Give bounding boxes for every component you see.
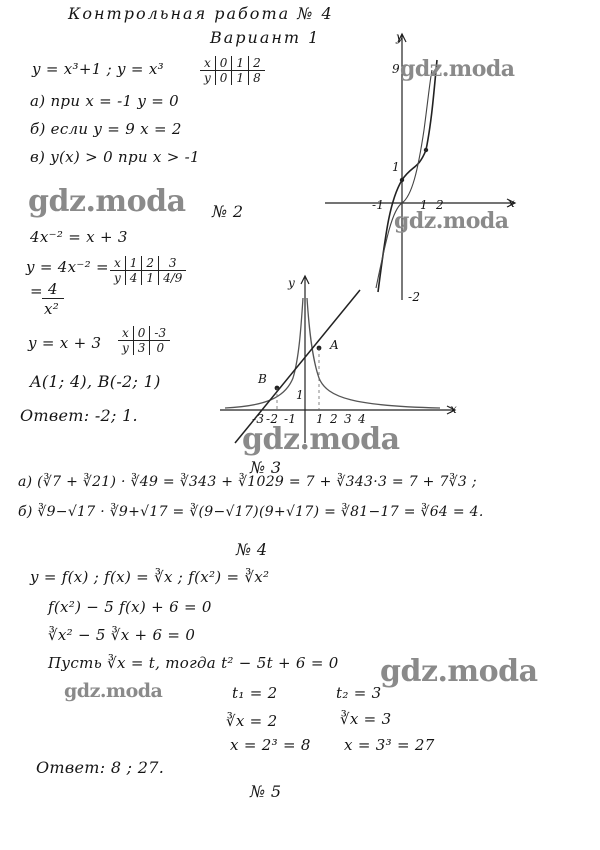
hyperbola-right — [307, 298, 440, 408]
task5-number: № 5 — [250, 782, 282, 801]
watermark: gdz.moda — [380, 654, 538, 689]
task2-equation: 4x⁻² = x + 3 — [30, 228, 128, 246]
cubic-tick-2: 2 — [436, 198, 444, 212]
task2-answer: Ответ: -2; 1. — [20, 406, 138, 425]
hyp-tick-y1: 1 — [296, 388, 304, 402]
hyp-tick-m1: -1 — [284, 412, 297, 426]
hyp-tick-m2: -2 — [266, 412, 279, 426]
task1-b: б) если y = 9 x = 2 — [30, 120, 182, 138]
task4-answer: Ответ: 8 ; 27. — [36, 758, 165, 777]
cubic-tick-m1: -1 — [372, 198, 385, 212]
task2-f1: y = 4x⁻² = — [26, 258, 109, 276]
cubic-tick-9: 9 — [392, 62, 400, 76]
task1-c: в) y(x) > 0 при x > -1 — [30, 148, 200, 166]
task2-table1: x 1 2 3 y 4 1 4/9 — [110, 256, 186, 285]
task4-root2: ∛x = 3 — [340, 710, 392, 728]
task2-f2: y = x + 3 — [28, 334, 102, 352]
task4-number: № 4 — [236, 540, 268, 559]
hyp-y-label: y — [288, 276, 296, 290]
hyp-tick-m3: -3 — [252, 412, 265, 426]
hyp-tick-2: 2 — [330, 412, 338, 426]
variant-label: Вариант 1 — [210, 28, 321, 47]
hyp-point-b-label: B — [258, 372, 268, 386]
cubic-y-label: y — [396, 30, 404, 44]
hyp-point-a-label: A — [330, 338, 339, 352]
task4-t1: t₁ = 2 — [232, 684, 278, 702]
hyperbola-left — [225, 298, 303, 408]
task3-number: № 3 — [250, 458, 282, 477]
task4-x1: x = 2³ = 8 — [230, 736, 311, 754]
task1-table: x 0 1 2 y 0 1 8 — [200, 56, 265, 85]
task2-table2: x 0 -3 y 3 0 — [118, 326, 170, 355]
cubic-curve — [376, 70, 432, 288]
task4-t2: t₂ = 3 — [336, 684, 382, 702]
watermark: gdz.moda — [400, 56, 515, 82]
task4-line4: Пусть ∛x = t, тогда t² − 5t + 6 = 0 — [48, 654, 339, 672]
cubic-x-label: x — [508, 196, 516, 210]
watermark: gdz.moda — [242, 422, 400, 457]
task1-function: y = x³+1 ; y = x³ — [32, 60, 164, 78]
cubic-tick-m2: -2 — [408, 290, 421, 304]
task2-frac-num: 4 — [48, 280, 58, 298]
hyp-tick-3: 3 — [344, 412, 352, 426]
task3-b: б) ∛9−√17 · ∛9+√17 = ∛(9−√17)(9+√17) = ∛81−17 = ∛64 = 4. — [18, 504, 484, 520]
cubic-tick-1x: 1 — [420, 198, 428, 212]
task2-number: № 2 — [212, 202, 244, 221]
hyp-x-label: x — [450, 402, 458, 416]
hyp-tick-1: 1 — [316, 412, 324, 426]
task4-root1: ∛x = 2 — [226, 712, 278, 730]
hyp-tick-4: 4 — [358, 412, 366, 426]
watermark: gdz.moda — [28, 184, 186, 219]
task4-x2: x = 3³ = 27 — [344, 736, 435, 754]
watermark: gdz.moda — [64, 680, 163, 702]
page-title: Контрольная работа № 4 — [68, 4, 334, 23]
task4-line2: f(x²) − 5 f(x) + 6 = 0 — [48, 598, 212, 616]
task2-frac-den: x² — [44, 300, 60, 318]
task4-line3: ∛x² − 5 ∛x + 6 = 0 — [48, 626, 196, 644]
task4-line1: y = f(x) ; f(x) = ∛x ; f(x²) = ∛x² — [30, 568, 270, 586]
task3-a: а) (∛7 + ∛21) · ∛49 = ∛343 + ∛1029 = 7 + ∛343·3 = 7 + 7∛3 ; — [18, 474, 477, 490]
cubic-tick-1: 1 — [392, 160, 400, 174]
watermark: gdz.moda — [394, 208, 509, 234]
task2-points: A(1; 4), B(-2; 1) — [30, 372, 161, 391]
task1-a: а) при x = -1 y = 0 — [30, 92, 180, 110]
